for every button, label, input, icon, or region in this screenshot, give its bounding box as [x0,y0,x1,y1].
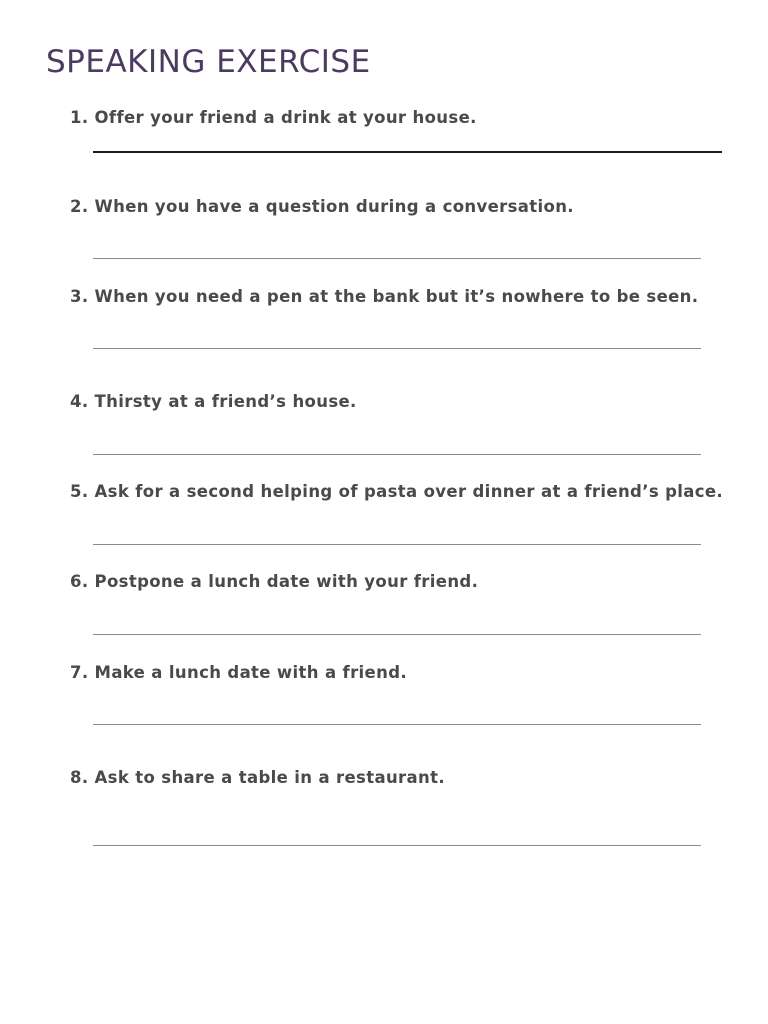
answer-line-5[interactable] [93,544,701,545]
question-7: 7. Make a lunch date with a friend. [70,663,407,682]
question-1: 1. Offer your friend a drink at your house. [70,108,477,127]
question-8: 8. Ask to share a table in a restaurant. [70,768,445,787]
question-3: 3. When you need a pen at the bank but it’s nowhere to be seen. [70,287,699,306]
question-5: 5. Ask for a second helping of pasta over dinner at a friend’s place. [70,482,724,501]
answer-line-7[interactable] [93,724,701,725]
answer-line-3[interactable] [93,348,701,349]
answer-line-4[interactable] [93,454,701,455]
answer-line-2[interactable] [93,258,701,259]
question-6: 6. Postpone a lunch date with your friend. [70,572,479,591]
question-4: 4. Thirsty at a friend’s house. [70,392,357,411]
answer-line-6[interactable] [93,634,701,635]
page-title: SPEAKING EXERCISE [46,44,371,80]
answer-line-8[interactable] [93,845,701,846]
answer-line-1[interactable] [93,151,722,153]
question-2: 2. When you have a question during a conversation. [70,197,574,216]
